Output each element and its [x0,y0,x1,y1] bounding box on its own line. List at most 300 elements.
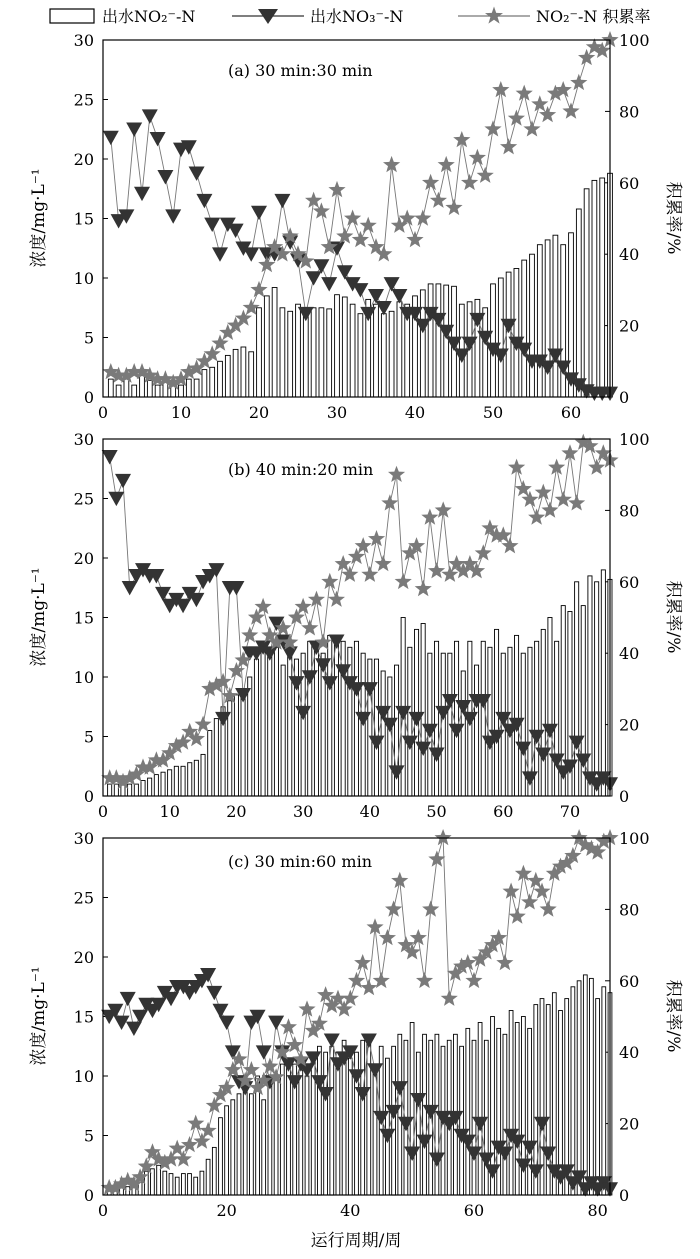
nitrite-bar [262,1100,266,1195]
nitrite-bar [541,629,545,796]
accumulation-point [516,85,533,101]
accumulation-point [354,954,371,970]
nitrite-bar [488,647,492,796]
nitrite-bar [248,677,252,796]
nitrite-bar [530,254,535,397]
accumulation-point [193,1133,210,1149]
nitrite-bar [596,999,600,1195]
y-right-tick-label: 20 [619,1114,640,1134]
accumulation-point [280,1018,297,1034]
nitrite-bar [243,1088,247,1195]
nitrite-bar [237,1094,241,1195]
y-right-tick-label: 40 [619,644,640,664]
nitrite-bar [128,784,132,796]
nitrite-bar [132,385,137,397]
nitrate-point [321,277,337,291]
panel-c [29,829,683,1220]
nitrite-bar [509,1011,513,1196]
nitrite-bar [461,671,465,796]
nitrite-bar [592,180,597,397]
accumulation-point [305,192,322,208]
accumulation-point [336,227,353,243]
nitrite-bar [272,288,277,398]
x-tick-label: 0 [97,802,109,821]
accumulation-point [568,494,585,510]
nitrate-point [142,109,158,123]
accumulation-point [509,908,526,924]
nitrite-bar [168,770,172,796]
x-tick-label: 0 [97,403,109,422]
nitrite-bar [194,1177,198,1195]
accumulation-point [385,900,402,916]
accumulation-point [540,900,557,916]
accumulation-point [181,1136,198,1152]
nitrate-point [189,166,205,180]
nitrite-bar [303,314,308,397]
accumulation-point [477,167,494,183]
nitrite-bar [386,1058,390,1195]
nitrite-bar [410,1023,414,1196]
nitrite-bar [498,278,503,397]
panel-a-right-ylabel: 积累率/% [663,181,683,255]
x-tick-label: 0 [97,1201,109,1220]
nitrite-bar [421,624,425,797]
nitrate-point [282,646,298,660]
nitrite-bar [154,775,158,796]
accumulation-point [344,210,361,226]
y-right-tick-label: 60 [619,173,640,193]
accumulation-point [562,102,579,118]
nitrite-bar [455,641,459,796]
y-left-tick-label: 30 [73,829,94,848]
nitrate-point [251,206,267,220]
accumulation-point [175,1150,192,1166]
accumulation-point [500,138,517,154]
x-tick-label: 40 [340,1201,361,1220]
nitrite-bar [288,647,292,796]
nitrite-bar [483,308,488,397]
y-left-tick-label: 10 [73,269,94,288]
nitrite-bar [367,1034,371,1195]
accumulation-point [461,174,478,190]
nitrite-bar [281,665,285,796]
nitrite-bar [108,379,113,397]
nitrite-bar [234,695,238,796]
nitrite-bar [515,635,519,796]
nitrite-bar [280,308,285,397]
accumulation-point [533,883,550,899]
x-tick-label: 20 [216,1201,237,1220]
nitrite-bar [214,719,218,796]
x-tick-label: 70 [559,802,581,821]
nitrite-bar [548,618,552,797]
x-tick-label: 80 [587,1201,608,1220]
x-tick-label: 30 [292,802,314,821]
panel-c-right-ylabel: 积累率/% [663,979,683,1053]
nitrate-point [204,218,220,232]
panel-b [29,430,683,821]
nitrite-bar [108,784,112,796]
accumulation-point [328,181,345,197]
nitrite-bar [368,659,372,796]
accumulation-point [561,444,578,460]
nitrate-point [122,581,138,595]
nitrite-bar [147,380,152,397]
accumulation-point [531,95,548,111]
accumulation-point [438,156,455,172]
nitrite-bar [350,304,355,397]
accumulation-point [441,990,458,1006]
x-tick-label: 20 [248,403,270,422]
nitrite-bar [335,295,340,397]
nitrite-bar [590,978,594,1195]
nitrite-bar [595,582,599,796]
nitrite-bar [134,784,138,796]
x-tick-label: 50 [426,802,447,821]
nitrite-bar [181,766,185,796]
nitrite-bar [330,1046,334,1195]
nitrite-bar [460,1046,464,1195]
panel-c-left-ylabel: 浓度/mg·L⁻¹ [29,966,49,1066]
nitrite-bar [257,308,262,397]
accumulation-point [321,573,338,589]
nitrite-bar [250,1094,254,1195]
x-tick-label: 30 [326,403,348,422]
panel-b-marks [74,430,650,821]
nitrite-bar [314,647,318,796]
nitrite-bar [148,778,152,796]
nitrite-bar [268,653,272,796]
nitrite-bar [175,1177,179,1195]
x-tick-label: 20 [226,802,247,821]
legend-label-nitrate: 出水NO₃⁻-N [310,7,404,26]
nitrite-bar [506,272,511,397]
nitrite-bar [515,1023,519,1196]
nitrite-bar [555,641,559,796]
nitrate-point [126,1022,142,1036]
nitrate-point [157,170,173,184]
accumulation-point [375,555,392,571]
nitrate-point [243,247,259,261]
accumulation-point [588,459,605,475]
nitrite-bar [503,1034,507,1195]
nitrate-point [188,593,204,607]
accumulation-point [301,619,318,635]
accumulation-point [381,494,398,510]
nitrate-point [108,492,124,506]
panel-a [29,31,683,422]
y-left-tick-label: 20 [73,549,94,568]
nitrite-bar [571,987,575,1195]
accumulation-point [469,149,486,165]
nitrite-bar [186,379,191,397]
accumulation-point [241,626,258,642]
nitrite-bar [194,379,199,397]
nitrite-bar [441,653,445,796]
y-left-tick-label: 0 [83,787,94,806]
y-left-tick-label: 5 [83,727,94,747]
y-left-tick-label: 0 [83,388,94,407]
x-tick-label: 60 [493,802,514,821]
nitrite-bar [202,370,207,397]
accumulation-point [521,893,538,909]
accumulation-point [508,110,525,126]
accumulation-point [484,120,501,136]
nitrate-point [103,131,119,145]
nitrite-bar [241,689,245,796]
nitrite-bar [188,1174,192,1195]
nitrite-bar [327,309,332,397]
accumulation-point [422,174,439,190]
nitrite-bar [182,1174,186,1195]
nitrate-point [196,194,212,208]
nitrite-bar [389,311,394,397]
nitrate-point [102,450,118,464]
y-left-tick-label: 15 [73,608,94,628]
accumulation-point [361,566,378,582]
nitrate-point [175,599,191,613]
nitrite-bar [342,297,347,397]
nitrite-bar [374,304,379,397]
y-right-tick-label: 0 [619,388,630,407]
accumulation-point [414,210,431,226]
x-axis-label: 运行周期/周 [310,1231,402,1251]
nitrite-bar [336,1052,340,1195]
nitrite-bar [231,1100,235,1195]
nitrite-bar [305,1076,309,1195]
nitrite-bar [435,641,439,796]
nitrite-bar [274,1076,278,1195]
y-left-tick-label: 5 [83,328,94,348]
nitrate-point [391,289,407,303]
y-right-tick-label: 20 [619,715,640,735]
nitrite-bar [348,647,352,796]
y-right-tick-label: 20 [619,316,640,336]
accumulation-point [570,74,587,90]
accumulation-point [428,562,445,578]
accumulation-point [352,231,369,247]
y-right-tick-label: 40 [619,245,640,265]
nitrite-bar [274,647,278,796]
accumulation-point [336,1000,353,1016]
nitrite-bar [319,308,324,397]
nitrite-bar [210,367,215,397]
nitrate-point [219,1016,235,1030]
nitrite-bar [478,1023,482,1196]
nitrite-bar [308,641,312,796]
x-tick-label: 60 [463,1201,485,1220]
nitrite-bar [124,379,129,397]
accumulation-point [360,217,377,233]
nitrite-bar [600,178,605,397]
legend-label-nitrite: 出水NO₂⁻-N [102,7,196,26]
nitrite-bar [311,1052,315,1195]
legend-label-accumulation: NO₂⁻-N 积累率 [536,7,651,26]
panel-c-title: (c) 30 min:60 min [228,852,372,871]
x-tick-label: 10 [170,403,192,422]
accumulation-point [548,459,565,475]
nitrite-bar [268,1082,272,1195]
x-tick-label: 40 [359,802,381,821]
nitrite-bar [475,665,479,796]
nitrite-bar [261,647,265,796]
legend-star-icon [485,7,503,24]
nitrite-bar [576,209,581,397]
accumulation-point [492,81,509,97]
panel-b-right-ylabel: 积累率/% [663,580,683,654]
nitrite-bar [288,311,293,397]
nitrite-bar [219,1118,223,1195]
nitrite-bar [358,314,363,397]
nitrite-bar [194,760,198,796]
accumulation-point [445,199,462,215]
nitrite-bar [577,981,581,1195]
nitrite-bar [602,987,606,1195]
nitrite-bar [334,635,338,796]
nitrate-point [256,1045,272,1059]
y-right-tick-label: 60 [619,572,640,592]
y-left-tick-label: 10 [73,1067,94,1086]
accumulation-point [465,972,482,988]
x-tick-label: 10 [159,802,180,821]
y-right-tick-label: 100 [619,430,650,449]
nitrite-bar [420,290,425,397]
nitrite-bar [436,284,441,397]
accumulation-point [416,972,433,988]
accumulation-point [299,1000,316,1016]
panel-a-marks [74,31,650,422]
legend [50,7,650,27]
nitrite-bar [212,1147,216,1195]
nitrite-bar [225,355,230,397]
y-right-tick-label: 0 [619,1186,630,1205]
nitrate-point [126,122,142,136]
nitrate-point [150,132,166,146]
x-tick-label: 40 [404,403,426,422]
nitrate-point [306,271,322,285]
nitrite-bar [398,1034,402,1195]
nitrite-bar [174,766,178,796]
nitrite-bar [583,975,587,1195]
panel-a-title: (a) 30 min:30 min [228,61,373,80]
nitrite-bar [373,1064,377,1195]
y-left-tick-label: 30 [73,31,94,50]
nitrite-bar [348,1058,352,1195]
nitrite-bar [163,1171,167,1195]
y-left-tick-label: 15 [73,1007,94,1027]
nitrite-bar [408,647,412,796]
legend-bar-swatch [50,9,94,23]
y-left-tick-label: 0 [83,1186,94,1205]
nitrite-bar [444,285,449,397]
nitrite-bar [537,245,542,397]
nitrite-bar [179,385,184,397]
nitrate-point [268,1016,284,1030]
y-right-tick-label: 100 [619,829,650,848]
accumulation-point [406,231,423,247]
nitrite-bar [256,1076,260,1195]
accumulation-point [379,929,396,945]
nitrite-bar [601,570,605,796]
y-left-tick-label: 5 [83,1126,94,1146]
accumulation-point [415,580,432,596]
accumulation-point [453,131,470,147]
nitrite-bar [584,189,589,397]
nitrite-bar [116,385,121,397]
accumulation-point [360,979,377,995]
nitrite-bar [553,235,558,397]
y-left-tick-label: 10 [73,668,94,687]
nitrite-bar [466,1028,470,1195]
x-tick-label: 60 [560,403,582,422]
accumulation-point [367,918,384,934]
accumulation-point [328,591,345,607]
panel-c-marks [74,829,650,1220]
panel-b-left-ylabel: 浓度/mg·L⁻¹ [29,567,49,667]
nitrite-bar [161,772,165,796]
nitrite-bar [311,308,316,397]
nitrite-bar [206,1159,210,1195]
nitrite-bar [249,352,254,397]
y-right-tick-label: 60 [619,971,640,991]
nitrite-bar [225,1106,229,1195]
nitrite-bar [381,671,385,796]
y-right-tick-label: 80 [619,501,640,521]
nitrite-bar [218,361,223,397]
y-left-tick-label: 30 [73,430,94,449]
nitrite-bar [233,349,238,397]
accumulation-point [391,872,408,888]
nitrite-bar [416,1052,420,1195]
nitrite-bar [423,1034,427,1195]
nitrate-point [134,187,150,201]
panel-b-title: (b) 40 min:20 min [228,460,374,479]
nitrate-point [274,194,290,208]
nitrite-bar [188,763,192,796]
nitrate-point [212,247,228,261]
nitrite-bar [155,385,160,397]
nitrite-bar [354,641,358,796]
nitrite-bar [491,284,496,397]
nitrite-bar [481,641,485,796]
accumulation-point [224,1061,241,1077]
accumulation-point [523,120,540,136]
nitrite-bar [200,1171,204,1195]
nitrite-bar [264,296,269,397]
accumulation-point [206,1097,223,1113]
nitrite-bar [588,576,592,796]
nitrite-bar [140,376,145,397]
panel-a-left-ylabel: 浓度/mg·L⁻¹ [29,168,49,268]
nitrite-bar [241,347,246,397]
nitrite-bar [324,1052,328,1195]
nitrite-bar [114,784,118,796]
accumulation-point [555,491,572,507]
accumulation-point [430,192,447,208]
x-tick-label: 50 [482,403,504,422]
nitrate-point [352,283,368,297]
nitrite-bar [318,1046,322,1195]
y-left-tick-label: 25 [73,90,94,110]
nitrite-bar [299,1070,303,1195]
nitrate-point [206,986,222,1000]
nitrite-bar [392,1046,396,1195]
y-right-tick-label: 80 [619,900,640,920]
nitrite-bar [141,781,145,797]
nitrite-bar [361,1040,365,1195]
y-right-tick-label: 100 [619,31,650,50]
accumulation-point [428,850,445,866]
